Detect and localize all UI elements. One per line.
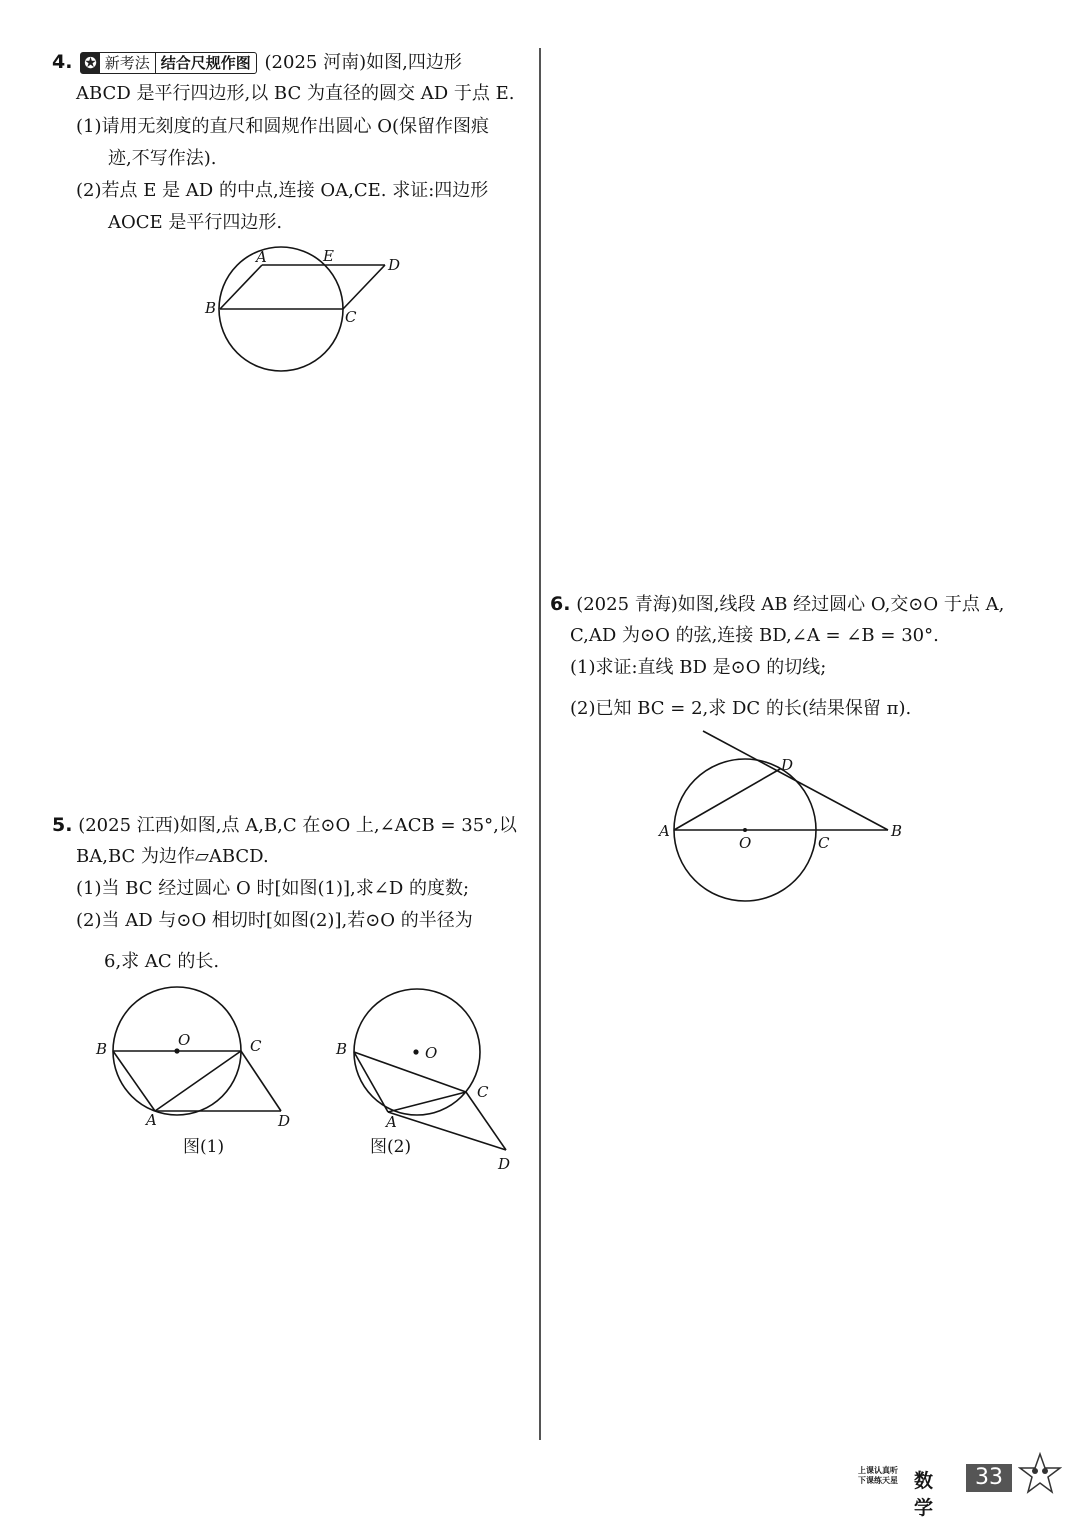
q4-label-d: D: [388, 256, 401, 274]
slogan-line-1: 上课认真听: [858, 1466, 898, 1475]
q5-text-2: BA,BC 为边作▱ABCD.: [76, 846, 269, 867]
q6-text-2: C,AD 为⊙O 的弦,连接 BD,∠A = ∠B = 30°.: [570, 625, 939, 646]
q5-line-1: [52, 813, 517, 838]
q6-text-4: (2)已知 BC = 2,求 DC 的长(结果保留 π).: [570, 698, 912, 719]
q5-number: 5.: [52, 814, 73, 836]
q5-figure-2: [330, 980, 530, 1175]
q6-label-o: O: [739, 834, 752, 852]
mascot-star-icon: [1018, 1452, 1062, 1496]
q6-figure: [650, 725, 910, 905]
footer-subject: 数学: [914, 1470, 934, 1519]
q4-text-1: (2025 河南)如图,四边形: [264, 52, 462, 73]
q5-fig2-ba: [354, 1052, 388, 1112]
q5-fig1-caption: 图(1): [183, 1137, 225, 1157]
q4-number: 4.: [52, 51, 73, 73]
q4-tag-right: 结合尺规作图: [160, 54, 251, 72]
q4-text-4: 迹,不写作法).: [108, 148, 217, 169]
page-number: 33: [966, 1464, 1012, 1492]
q4-label-b: B: [205, 299, 217, 317]
q5-fig2-label-d: D: [498, 1155, 511, 1173]
q4-text-3: (1)请用无刻度的直尺和圆规作出圆心 O(保留作图痕: [76, 116, 489, 137]
q5-fig1-label-b: B: [96, 1040, 108, 1058]
q5-fig1-label-a: A: [146, 1111, 157, 1129]
q5-fig2-caption: 图(2): [370, 1137, 412, 1157]
star-icon: ✪: [81, 53, 100, 73]
q4-text-2: ABCD 是平行四边形,以 BC 为直径的圆交 AD 于点 E.: [76, 83, 515, 104]
q5-fig1-label-d: D: [278, 1112, 291, 1130]
q4-tag: [80, 52, 257, 74]
q5-fig2-label-c: C: [477, 1083, 489, 1101]
q5-fig1-ac: [155, 1051, 241, 1111]
q4-side-ab: [220, 265, 262, 309]
q4-side-dc: [343, 265, 385, 309]
q5-fig1-label-o: O: [178, 1031, 191, 1049]
q6-tangent-bd: [703, 731, 888, 830]
q5-fig1-cd: [241, 1051, 281, 1111]
q6-label-d: D: [781, 756, 794, 774]
q4-label-c: C: [345, 308, 357, 326]
q5-fig2-bc: [354, 1052, 466, 1092]
q5-text-1: (2025 江西)如图,点 A,B,C 在⊙O 上,∠ACB = 35°,以: [78, 815, 517, 836]
q5-fig2-center: [413, 1049, 418, 1054]
q6-line-1: [550, 592, 1004, 617]
q4-text-5: (2)若点 E 是 AD 的中点,连接 OA,CE. 求证:四边形: [76, 180, 489, 201]
q5-text-3: (1)当 BC 经过圆心 O 时[如图(1)],求∠D 的度数;: [76, 878, 470, 899]
q5-figure-1: [90, 980, 310, 1160]
q5-fig2-label-b: B: [336, 1040, 348, 1058]
q6-label-a: A: [659, 822, 670, 840]
q5-fig1-ba: [113, 1051, 155, 1111]
footer-slogan: [858, 1466, 910, 1486]
q5-fig2-label-o: O: [425, 1044, 438, 1062]
slogan-line-2: 下课练天星: [858, 1476, 898, 1485]
q4-label-e: E: [323, 247, 334, 265]
q6-label-c: C: [818, 834, 830, 852]
q6-number: 6.: [550, 593, 571, 615]
q6-ad: [674, 769, 780, 830]
q5-text-4: (2)当 AD 与⊙O 相切时[如图(2)],若⊙O 的半径为: [76, 910, 473, 931]
q4-label-a: A: [256, 248, 267, 266]
q6-label-b: B: [891, 822, 903, 840]
q4-figure: [200, 240, 420, 375]
q6-text-1: (2025 青海)如图,线段 AB 经过圆心 O,交⊙O 于点 A,: [576, 594, 1005, 615]
column-divider: [539, 48, 541, 1440]
q4-text-6: AOCE 是平行四边形.: [108, 212, 283, 233]
q5-fig1-label-c: C: [250, 1037, 262, 1055]
q4-line-1: [52, 50, 462, 75]
q5-fig2-label-a: A: [386, 1113, 397, 1131]
q6-text-3: (1)求证:直线 BD 是⊙O 的切线;: [570, 657, 827, 678]
q4-tag-left: 新考法: [100, 53, 156, 73]
q5-text-5: 6,求 AC 的长.: [104, 951, 220, 972]
